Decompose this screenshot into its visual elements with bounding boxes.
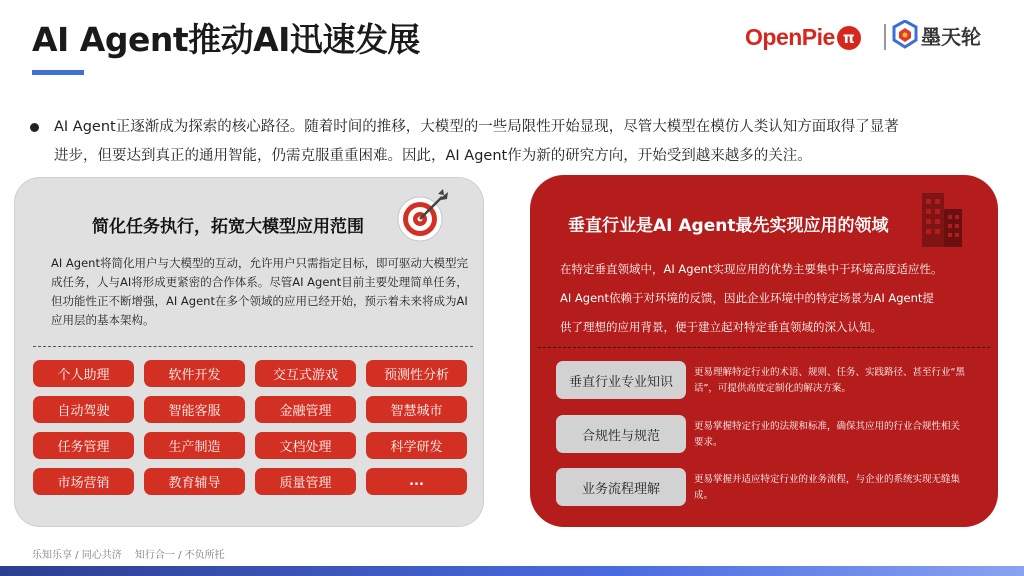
row-label-box: 垂直行业专业知识 — [556, 361, 686, 399]
motianlun-logo-text: 墨天轮 — [921, 24, 981, 49]
openpie-logo — [745, 24, 861, 51]
bullet-icon — [30, 123, 39, 132]
tag-item: 质量管理 — [255, 468, 356, 495]
application-tags — [33, 360, 473, 495]
right-row — [556, 468, 969, 506]
left-divider — [33, 346, 473, 347]
left-panel — [14, 177, 484, 527]
tag-item: 软件开发 — [144, 360, 245, 387]
tag-item: 智能客服 — [144, 396, 245, 423]
footer-slogan-left: 乐知乐享 / 同心共济 — [32, 550, 122, 561]
row-label-box: 业务流程理解 — [556, 468, 686, 506]
left-panel-heading: 简化任务执行，拓宽大模型应用范围 — [92, 217, 364, 237]
tag-item: 预测性分析 — [366, 360, 467, 387]
motianlun-logo — [892, 20, 981, 50]
right-body-line-2: AI Agent依赖于对环境的反馈，因此企业环境中的特定场景为AI Agent提 — [560, 291, 934, 305]
tag-item: 教育辅导 — [144, 468, 245, 495]
right-row — [556, 415, 969, 453]
tag-item: 科学研发 — [366, 432, 467, 459]
page-title: AI Agent推动AI迅速发展 — [32, 20, 420, 59]
pi-icon: π — [837, 26, 861, 50]
footer-bar — [0, 566, 1024, 576]
intro-line-1: AI Agent正逐渐成为探索的核心路径。随着时间的推移，大模型的一些局限性开始显现，尽管大模型在模仿人类认知方面取得了显著 — [54, 119, 899, 135]
openpie-logo-text: OpenPie — [745, 24, 835, 50]
right-panel-heading: 垂直行业是AI Agent最先实现应用的领域 — [568, 216, 889, 236]
right-divider — [538, 347, 990, 348]
title-underline — [32, 70, 84, 75]
tag-item: 交互式游戏 — [255, 360, 356, 387]
row-description: 更易理解特定行业的术语、规则、任务、实践路径、甚至行业“黑话”，可提供高度定制化的解决方案。 — [694, 367, 965, 394]
right-panel-body — [560, 255, 980, 342]
logo-divider — [884, 24, 886, 50]
tag-item: 任务管理 — [33, 432, 134, 459]
tag-item: 自动驾驶 — [33, 396, 134, 423]
tag-item: 智慧城市 — [366, 396, 467, 423]
intro-paragraph — [30, 113, 990, 171]
right-row — [556, 361, 969, 399]
tag-item: 文档处理 — [255, 432, 356, 459]
right-body-line-3: 供了理想的应用背景，便于建立起对特定垂直领域的深入认知。 — [560, 320, 882, 334]
row-description: 更易掌握并适应特定行业的业务流程，与企业的系统实现无缝集成。 — [694, 474, 961, 501]
footer-slogan — [32, 546, 235, 561]
building-icon — [918, 189, 966, 249]
left-panel-body: AI Agent将简化用户与大模型的互动，允许用户只需指定目标，即可驱动大模型完成任务，人与AI将形成更紧密的合作体系。尽管AI Agent目前主要处理简单任务，但功能性正不断增强，AI Agent在多个领域的应用已经开始，预示着未来将成为AI应用层的基本架构。 — [51, 256, 468, 327]
row-description: 更易掌握特定行业的法规和标准，确保其应用的行业合规性相关要求。 — [694, 421, 961, 448]
tag-item: 个人助理 — [33, 360, 134, 387]
right-body-line-1: 在特定垂直领域中，AI Agent实现应用的优势主要集中于环境高度适应性。 — [560, 262, 943, 276]
tag-more: ... — [366, 468, 467, 495]
tag-item: 金融管理 — [255, 396, 356, 423]
tag-item: 生产制造 — [144, 432, 245, 459]
target-icon — [392, 186, 452, 246]
tag-item: 市场营销 — [33, 468, 134, 495]
right-panel — [530, 175, 998, 527]
intro-line-2: 进步，但要达到真正的通用智能，仍需克服重重困难。因此，AI Agent作为新的研究方向，开始受到越来越多的关注。 — [54, 148, 812, 164]
row-label-box: 合规性与规范 — [556, 415, 686, 453]
motianlun-icon — [892, 20, 918, 50]
footer-slogan-right: 知行合一 / 不负所托 — [134, 550, 225, 561]
